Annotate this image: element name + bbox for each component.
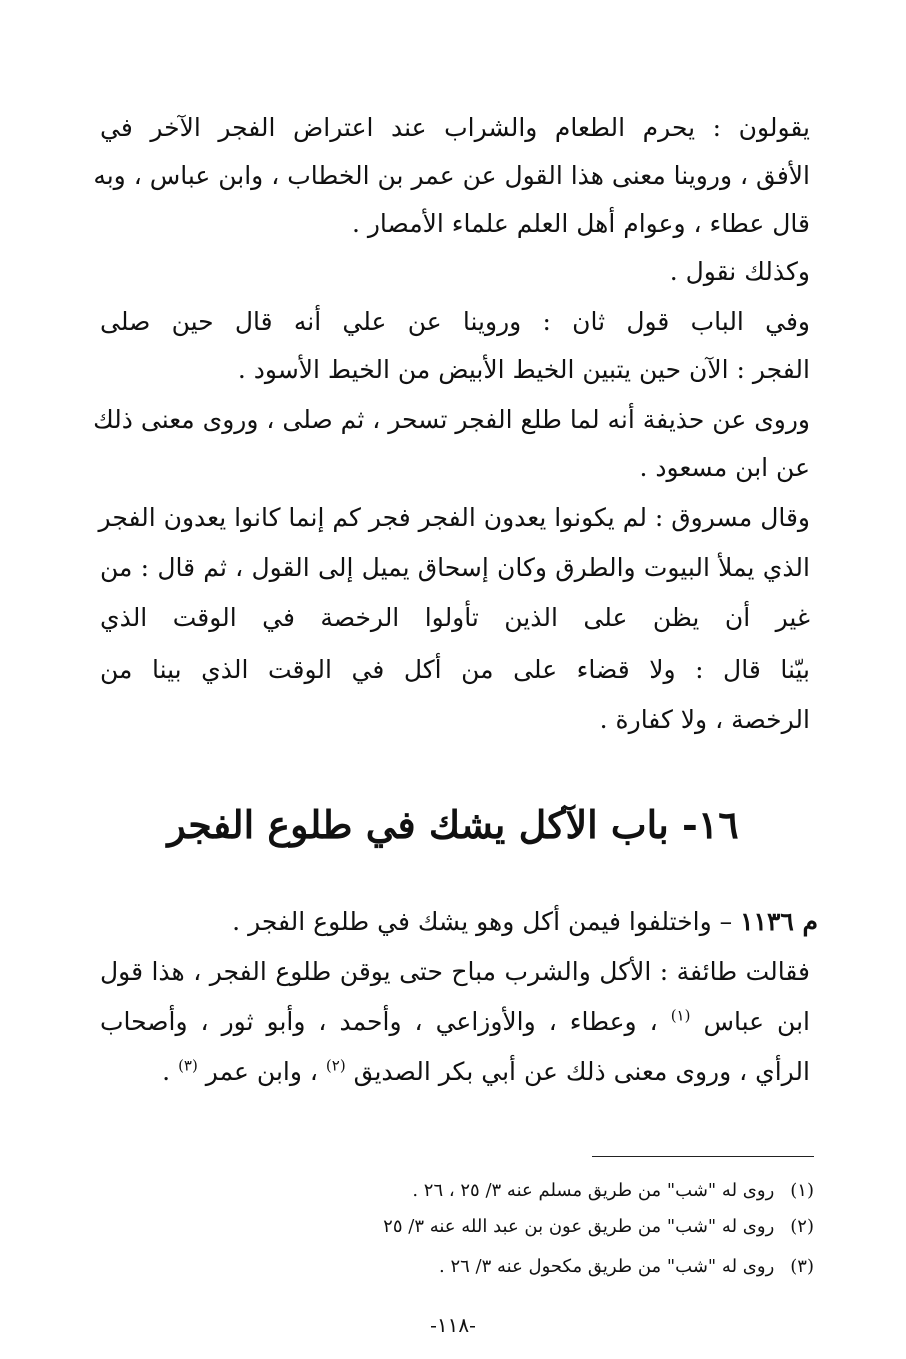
- footnote-3: [94, 1252, 814, 1282]
- footnote-number-3: (٣): [790, 1256, 814, 1277]
- entry-line: [98, 898, 818, 946]
- body-line-1: يقولون : يحرم الطعام والشراب عند اعتراض الفجر الآخر في: [100, 113, 810, 142]
- body-line-4: وكذلك نقول .: [669, 257, 810, 286]
- footnote-text-1: روى له "شب" من طريق مسلم عنه ٣/ ٢٥ ، ٢٦ .: [412, 1180, 775, 1201]
- footnote-ref-1[interactable]: (١): [670, 1006, 691, 1025]
- body-line-3: قال عطاء ، وعوام أهل العلم علماء الأمصار .: [351, 209, 810, 238]
- para2-line-2b: ، وعطاء ، والأوزاعي ، وأحمد ، وأبو ثور ، وأصحاب: [100, 1007, 671, 1036]
- body-line-5: وفي الباب قول ثان : وروينا عن علي أنه قال حين صلى: [100, 307, 810, 336]
- footnote-ref-2[interactable]: (٢): [325, 1056, 346, 1075]
- footnote-number-1: (١): [790, 1180, 814, 1201]
- entry-dash: –: [719, 907, 741, 936]
- body-line-6: الفجر : الآن حين يتبين الخيط الأبيض من الخيط الأسود .: [237, 355, 810, 384]
- para2-line-2: [100, 998, 810, 1046]
- para2-line-3: [100, 1048, 810, 1096]
- body-line-11: غير أن يظن على الذين تأولوا الرخصة في الوقت الذي: [100, 603, 810, 632]
- para2-line-2a: ابن عباس: [703, 1007, 810, 1036]
- chapter-heading: ١٦- باب الآكل يشك في طلوع الفجر: [167, 802, 739, 847]
- entry-text: واختلفوا فيمن أكل وهو يشك في طلوع الفجر .: [232, 907, 720, 936]
- body-line-13: الرخصة ، ولا كفارة .: [599, 705, 810, 734]
- body-line-7: وروى عن حذيفة أنه لما طلع الفجر تسحر ، ثم صلى ، وروى معنى ذلك: [93, 405, 810, 434]
- footnote-number-2: (٢): [790, 1216, 814, 1237]
- footnote-1: [94, 1176, 814, 1206]
- body-line-9: وقال مسروق : لم يكونوا يعدون الفجر فجر كم إنما كانوا يعدون الفجر: [98, 503, 810, 532]
- footnote-ref-3[interactable]: (٣): [178, 1056, 198, 1075]
- body-line-12: بيّنا قال : ولا قضاء على من أكل في الوقت الذي بينا من: [100, 655, 810, 684]
- footnote-2: [94, 1212, 814, 1242]
- body-line-2: الأفق ، وروينا معنى هذا القول عن عمر بن الخطاب ، وابن عباس ، وبه: [93, 161, 810, 190]
- body-line-8: عن ابن مسعود .: [639, 453, 810, 482]
- footnote-text-3: روى له "شب" من طريق مكحول عنه ٣/ ٢٦ .: [439, 1256, 775, 1277]
- para2-line-1: فقالت طائفة : الأكل والشرب مباح حتى يوقن طلوع الفجر ، هذا قول: [100, 957, 810, 986]
- para2-line-3a: الرأي ، وروى معنى ذلك عن أبي بكر الصديق: [353, 1057, 810, 1086]
- footnote-divider: [592, 1156, 814, 1157]
- para2-line-3b: ، وابن عمر: [205, 1057, 326, 1086]
- footnote-text-2: روى له "شب" من طريق عون بن عبد الله عنه ٣/ ٢٥: [383, 1216, 775, 1237]
- body-line-10: الذي يملأ البيوت والطرق وكان إسحاق يميل إلى القول ، ثم قال : من: [100, 553, 810, 582]
- page-number: -١١٨-: [430, 1313, 476, 1337]
- para2-line-3c: .: [162, 1057, 179, 1086]
- entry-number: م ١١٣٦: [740, 907, 818, 936]
